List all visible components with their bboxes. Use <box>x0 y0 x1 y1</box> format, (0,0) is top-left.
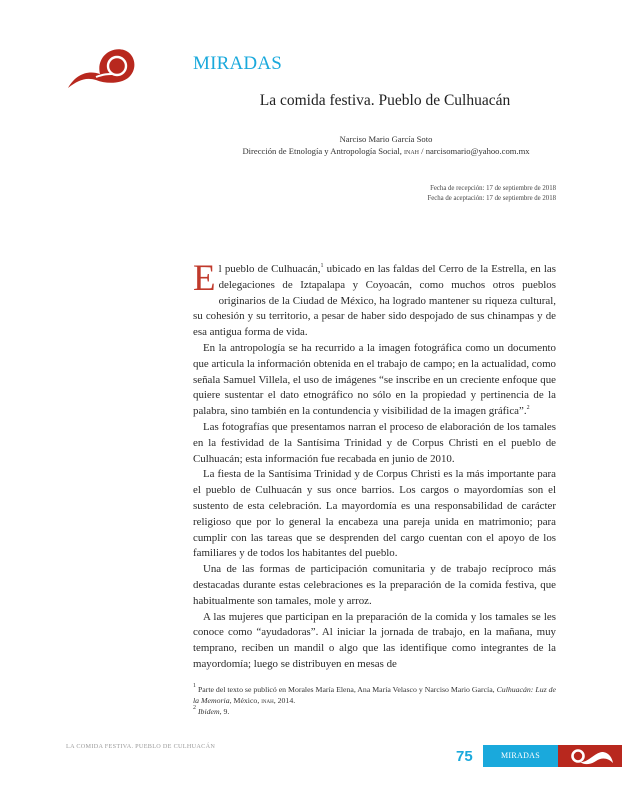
affiliation-text: Dirección de Etnología y Antropología Social, <box>242 146 405 156</box>
section-title: MIRADAS <box>193 53 283 74</box>
footer-logo <box>558 745 622 767</box>
red-swirl-logo-icon <box>66 44 136 90</box>
article-title: La comida festiva. Pueblo de Culhuacán <box>259 92 511 109</box>
author-affiliation <box>0 146 622 156</box>
running-title: LA COMIDA FESTIVA. PUEBLO DE CULHUACÁN <box>66 743 216 750</box>
page-number: 75 <box>456 748 473 765</box>
article-dates <box>427 184 556 204</box>
institution-name: inah <box>404 146 420 156</box>
paragraph: Las fotografías que presentamos narran el proceso de elaboración de los tamales en la festividad de la Santísima Trinidad y de Corpus Christi en el pueblo de Culhuacán; esta información fue recabada en junio de 2010. <box>193 420 556 465</box>
article-body <box>193 258 556 673</box>
drop-cap: E <box>193 258 216 299</box>
paragraph: En la antropología se ha recurrido a la imagen fotográfica como un documento que articula la información obtenida en el trabajo de campo; en la actualidad, como señala Samuel Villela, el uso de imágenes “se inscribe en un creciente enfoque que quiere sustentar el dato etnográfico no sólo en la propiedad y pertinencia de la palabra, sino también en la contundencia y visibilidad de la imagen gráfica”.$^2$ <box>193 341 556 418</box>
paragraph: El pueblo de Culhuacán,$^1$ ubicado en las faldas del Cerro de la Estrella, en las delegaciones de Iztapalapa y Coyoacán, como muchos otros pueblos originarios de la Ciudad de México, ha logrado mantener su riqueza cultural, su cohesión y su territorio, a pesar de haber sido despojado de sus chinampas y de esa antigua forma de vida. <box>193 258 556 339</box>
footnote: $^2$ Ibidem, 9. <box>193 705 230 716</box>
footnote-ref[interactable]: 1 <box>320 263 324 269</box>
paragraph: A las mujeres que participan en la preparación de la comida y los tamales se les conoce como “ayudadoras”. Al iniciar la jornada de trabajo, en la mañana, muy temprano, reciben un mandil o algo que las identifique como integrantes de la mayordomía; luego se distribuyen en mesas de <box>193 610 556 670</box>
footer-section-band: MIRADAS <box>483 745 558 767</box>
footnote-ref[interactable]: 2 <box>526 405 530 412</box>
white-swirl-logo-icon <box>566 747 614 765</box>
footnote: $^1$ Parte del texto se publicó en Morales María Elena, Ana María Velasco y Narciso Mario García, Culhuacán: Luz de la Memoria, México, inah, 2014. <box>193 683 556 705</box>
author-email: / narcisomario@yahoo.com.mx <box>419 146 530 156</box>
author-name: Narciso Mario García Soto <box>339 134 433 144</box>
paragraph: La fiesta de la Santísima Trinidad y de Corpus Christi es la más importante para el pueblo de Culhuacán y sus once barrios. Los cargos o mayordomías son el sustento de esta celebración. La mayordomía es una responsabilidad de carácter religioso que por lo general la encabeza una pareja unida en matrimonio; para cumplir con las tareas que se desprenden del cargo cuentan con el apoyo de los familiares y de todos los habitantes del pueblo. <box>193 468 556 560</box>
paragraph: Una de las formas de participación comunitaria y de trabajo recíproco más destacadas durante estas celebraciones es la preparación de la comida festiva, que habitualmente son tamales, mole y arroz. <box>193 563 556 607</box>
date-received: Fecha de recepción: 17 de septiembre de 2018 <box>430 185 556 192</box>
footnotes <box>193 684 556 717</box>
date-accepted: Fecha de aceptación: 17 de septiembre de 2018 <box>427 195 556 202</box>
